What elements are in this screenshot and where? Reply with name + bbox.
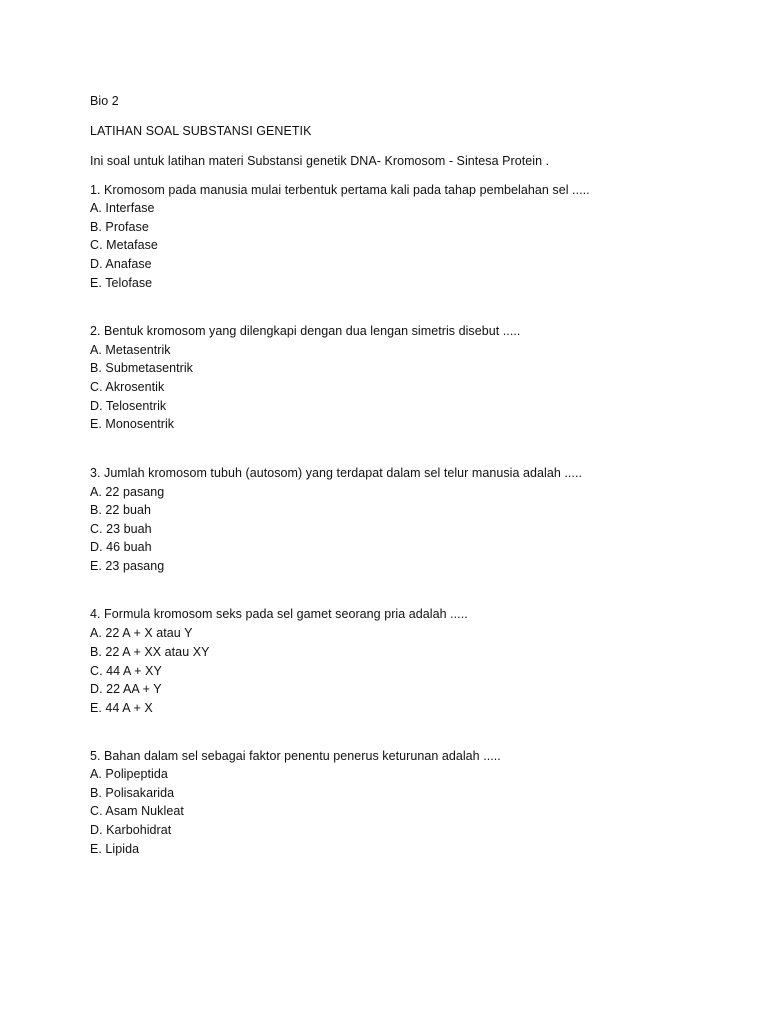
question-3-option-a: A. 22 pasang	[90, 485, 165, 499]
question-2-option-a: A. Metasentrik	[90, 343, 171, 357]
question-2-text: 2. Bentuk kromosom yang dilengkapi dengan dua lengan simetris disebut .....	[90, 324, 521, 338]
question-3-option-d: D. 46 buah	[90, 540, 152, 554]
question-5-option-c: C. Asam Nukleat	[90, 804, 184, 818]
question-5-option-e: E. Lipida	[90, 842, 140, 856]
question-1-option-b: B. Profase	[90, 220, 149, 234]
question-4-option-c: C. 44 A + XY	[90, 664, 162, 678]
document-intro: Ini soal untuk latihan materi Substansi genetik DNA- Kromosom - Sintesa Protein .	[90, 154, 550, 168]
question-5-text: 5. Bahan dalam sel sebagai faktor penentu penerus keturunan adalah .....	[90, 749, 501, 763]
question-1-option-e: E. Telofase	[90, 276, 153, 290]
question-1-option-c: C. Metafase	[90, 238, 158, 252]
question-5-option-a: A. Polipeptida	[90, 767, 168, 781]
question-1-option-d: D. Anafase	[90, 257, 152, 271]
question-3-option-b: B. 22 buah	[90, 503, 151, 517]
question-4-text: 4. Formula kromosom seks pada sel gamet seorang pria adalah .....	[90, 607, 468, 621]
question-2-option-c: C. Akrosentik	[90, 380, 165, 394]
question-2-option-d: D. Telosentrik	[90, 399, 167, 413]
question-5-option-d: D. Karbohidrat	[90, 823, 172, 837]
question-4-option-d: D. 22 AA + Y	[90, 682, 162, 696]
question-4-option-a: A. 22 A + X atau Y	[90, 626, 193, 640]
question-4-option-b: B. 22 A + XX atau XY	[90, 645, 210, 659]
question-3-option-c: C. 23 buah	[90, 522, 152, 536]
document-label: Bio 2	[90, 94, 119, 108]
question-1-text: 1. Kromosom pada manusia mulai terbentuk pertama kali pada tahap pembelahan sel .....	[90, 183, 590, 197]
document-heading: LATIHAN SOAL SUBSTANSI GENETIK	[90, 124, 312, 138]
question-5-option-b: B. Polisakarida	[90, 786, 175, 800]
question-3-text: 3. Jumlah kromosom tubuh (autosom) yang terdapat dalam sel telur manusia adalah .....	[90, 466, 582, 480]
question-2-option-b: B. Submetasentrik	[90, 361, 193, 375]
question-2-option-e: E. Monosentrik	[90, 417, 175, 431]
question-4-option-e: E. 44 A + X	[90, 701, 153, 715]
question-1-option-a: A. Interfase	[90, 201, 155, 215]
question-3-option-e: E. 23 pasang	[90, 559, 165, 573]
